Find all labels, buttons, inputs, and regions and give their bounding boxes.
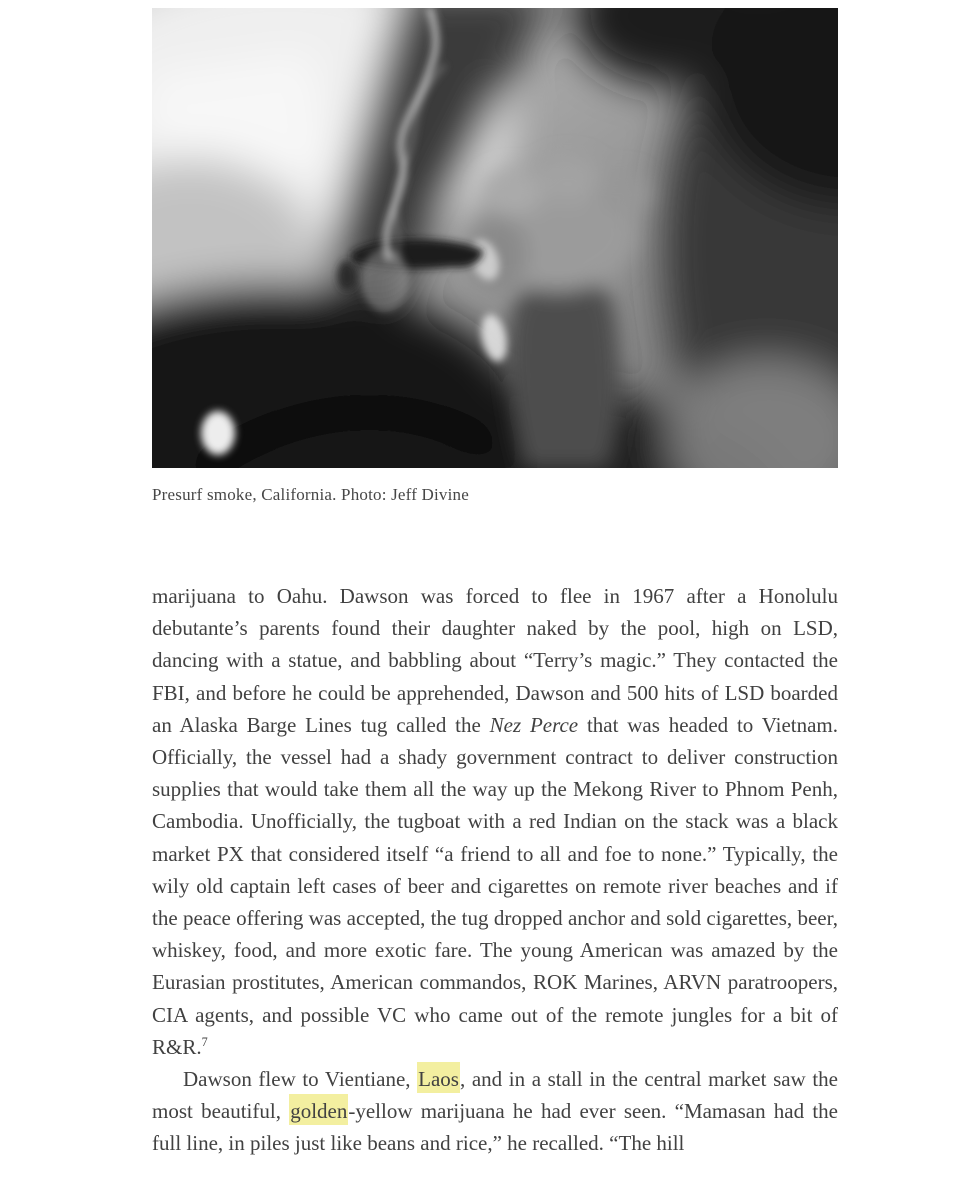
highlight-golden[interactable]: golden bbox=[289, 1094, 348, 1125]
body-text bbox=[152, 580, 838, 1160]
text-run: that was headed to Vietnam. Officially, the vessel had a shady government contract to deliver construction supplies that would take them all the way up the Mekong River to Phnom Penh, Cambodia. Unofficially, the tugboat with a red Indian on the stack was a black market PX that considered itself “a friend to all and foe to none.” Typically, the wily old captain left cases of beer and cigarettes on remote river beaches and if the peace offering was accepted, the tug dropped anchor and sold cigarettes, beer, whiskey, food, and more exotic fare. The young American was amazed by the Eurasian prostitutes, American commandos, ROK Marines, ARVN paratroopers, CIA agents, and possible VC who came out of the remote jungles for a bit of R&R. bbox=[152, 712, 839, 1059]
text-run: Nez Perce bbox=[489, 712, 579, 737]
smoke-puff bbox=[361, 248, 409, 312]
photo-caption: Presurf smoke, California. Photo: Jeff Divine bbox=[152, 485, 470, 504]
hand-knuckle-1 bbox=[482, 170, 542, 216]
paragraph bbox=[152, 1063, 838, 1160]
footnote-reference[interactable]: 7 bbox=[201, 1034, 208, 1049]
text-run: -yellow marijuana he had ever seen. “Mamasan had the full line, in piles just like beans and rice,” he recalled. “The hill bbox=[152, 1099, 839, 1156]
text-run: Dawson flew to Vientiane, bbox=[183, 1067, 418, 1092]
text-run: marijuana to Oahu. Dawson was forced to flee in 1967 after a Honolulu debutante’s parents found their daughter naked by the pool, high on LSD, dancing with a statue, and babbling about “Terry’s magic.” They contacted the FBI, and before he could be apprehended, Dawson and 500 hits of LSD boarded an Alaska Barge Lines tug called the bbox=[152, 584, 838, 737]
hand-knuckle-2 bbox=[536, 157, 600, 203]
hand-knuckle-3 bbox=[594, 172, 650, 216]
photo-illustration bbox=[152, 8, 838, 468]
forearm bbox=[507, 277, 620, 469]
photo-presurf-smoke bbox=[152, 8, 838, 468]
highlight-laos[interactable]: Laos bbox=[417, 1062, 460, 1093]
text-run: , and in a stall in the central market saw the most beautiful, bbox=[152, 1067, 838, 1124]
bright-reflection-spot bbox=[201, 411, 235, 455]
paragraph bbox=[152, 580, 838, 1063]
